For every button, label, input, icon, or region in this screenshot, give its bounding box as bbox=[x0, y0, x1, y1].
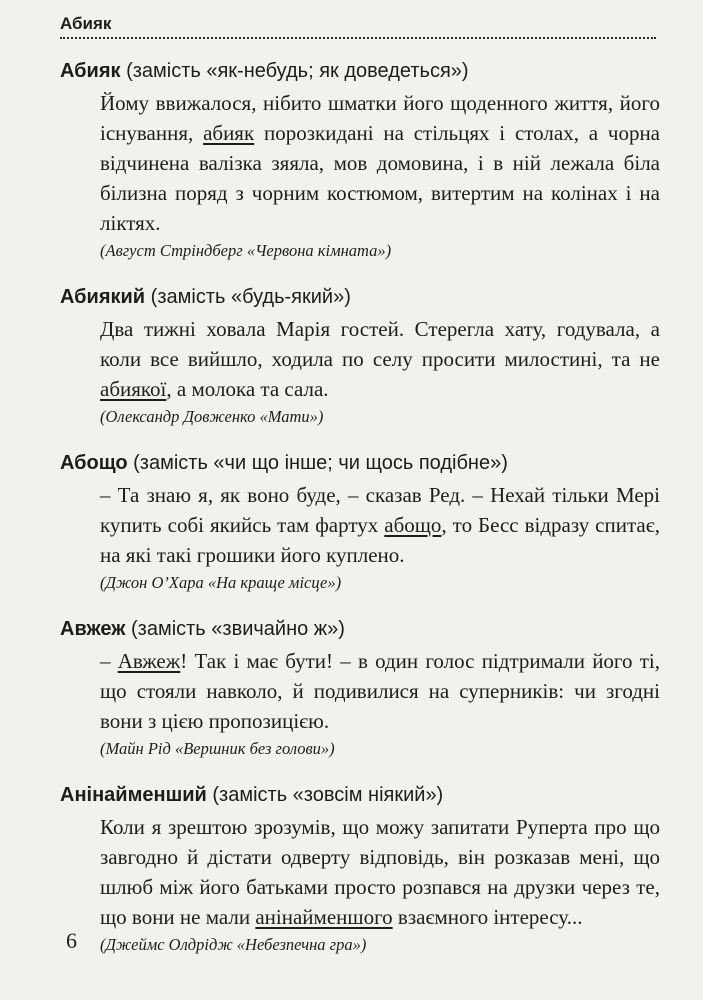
quote-highlighted-word: абощо bbox=[384, 513, 442, 537]
quote-text: – bbox=[100, 649, 118, 673]
quote-highlighted-word: абияк bbox=[203, 121, 255, 145]
entry-note: (замість «будь-який») bbox=[145, 286, 351, 308]
entry-heading bbox=[60, 58, 670, 84]
entry-heading bbox=[60, 450, 670, 476]
entry-word: Абощо bbox=[60, 452, 128, 474]
entry-heading bbox=[60, 284, 670, 310]
quote-highlighted-word: анінайменшого bbox=[255, 905, 393, 929]
entry-note: (замість «чи що інше; чи щось подібне») bbox=[127, 452, 508, 474]
entry-source: (Майн Рід «Вершник без голови») bbox=[100, 739, 335, 758]
quote-text: Коли я зрештою зрозумів, що можу запитати Руперта про що завгодно й дістати одверту відповідь, він розказав мені, що шлюб між його батьками просто розпався на друзки через те, що вони не мали bbox=[100, 815, 660, 929]
entry-heading bbox=[60, 782, 670, 808]
running-header bbox=[60, 14, 656, 39]
dictionary-entry bbox=[60, 450, 670, 594]
entry-source: (Олександр Довженко «Мати») bbox=[100, 407, 324, 426]
entry-heading bbox=[60, 616, 670, 642]
quote-text: Йому ввижалося, нібито шматки його щоденного життя, його існування, bbox=[100, 91, 660, 145]
quote-highlighted-word: Авжеж bbox=[117, 649, 181, 673]
entry-word: Анінайменший bbox=[60, 784, 207, 806]
quote-text: – Та знаю я, як воно буде, – сказав Ред. – Нехай тільки Мері купить собі якийсь там фартух bbox=[100, 483, 660, 537]
page-number: 6 bbox=[66, 928, 77, 953]
dictionary-content bbox=[60, 58, 670, 978]
quote-text: ! Так і має бути! – в один голос підтримали його ті, що стояли навколо, й подивилися на суперників: чи згодні вони з цією пропозицією. bbox=[100, 649, 660, 733]
quote-text: порозкидані на стільцях і столах, а чорна відчинена валізка зяяла, мов домовина, і в ній лежала біла білизна поряд з чорним костюмом, витертим на колінах і на ліктях. bbox=[100, 121, 661, 235]
dictionary-entry bbox=[60, 782, 670, 956]
dictionary-entry bbox=[60, 284, 670, 428]
entry-quote bbox=[100, 88, 660, 238]
entry-word: Авжеж bbox=[60, 618, 126, 640]
entry-note: (замість «звичайно ж») bbox=[125, 618, 345, 640]
entry-quote bbox=[100, 314, 660, 404]
entry-note: (замість «як-небудь; як доведеться») bbox=[120, 60, 469, 82]
entry-quote bbox=[100, 646, 660, 736]
entry-source: (Август Стріндберг «Червона кімната») bbox=[100, 241, 392, 260]
quote-text: , то Бесс відразу спитає, на які такі грошики його куплено. bbox=[100, 513, 661, 567]
dictionary-entry bbox=[60, 616, 670, 760]
entry-source: (Джон О’Хара «На краще місце») bbox=[100, 573, 342, 592]
quote-highlighted-word: абиякої bbox=[100, 377, 167, 401]
entry-quote bbox=[100, 812, 660, 932]
entry-word: Абияк bbox=[60, 60, 121, 82]
entry-word: Абиякий bbox=[60, 286, 146, 308]
entry-note: (замість «зовсім ніякий») bbox=[206, 784, 444, 806]
entry-quote bbox=[100, 480, 660, 570]
quote-text: взаємного інтересу... bbox=[392, 905, 583, 929]
running-header-title: Абияк bbox=[60, 14, 112, 33]
quote-text: Два тижні ховала Марія гостей. Стерегла хату, годувала, а коли все вийшло, ходила по селу просити милостині, та не bbox=[100, 317, 660, 371]
entry-source: (Джеймс Олдрідж «Небезпечна гра») bbox=[100, 935, 367, 954]
dictionary-entry bbox=[60, 58, 670, 262]
quote-text: , а молока та сала. bbox=[166, 377, 329, 401]
